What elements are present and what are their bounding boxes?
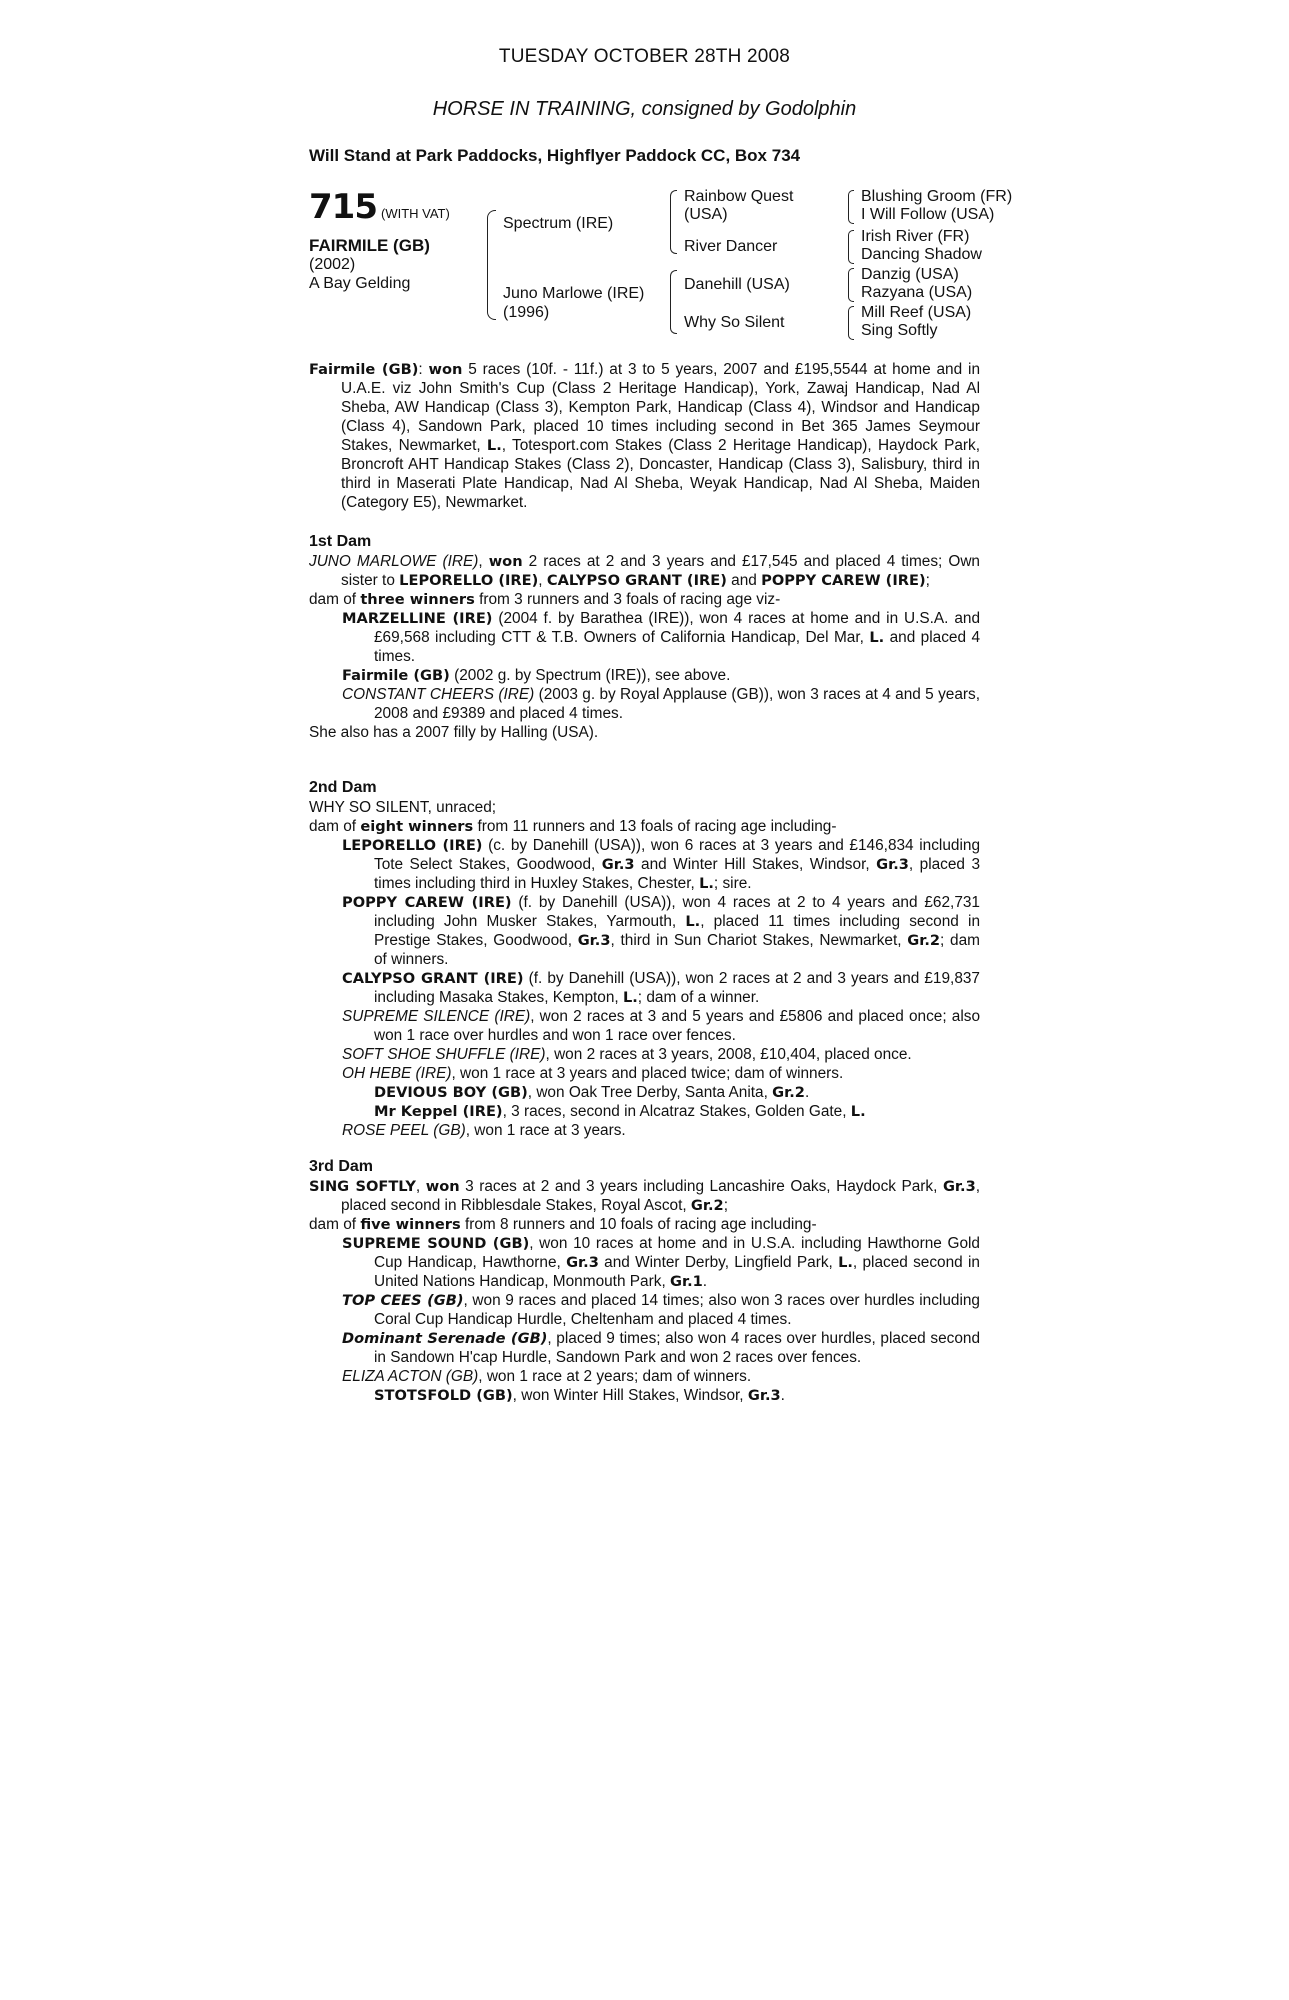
summary-paragraph: Fairmile (GB): won 5 races (10f. - 11f.) at 3 to 5 years, 2007 and £195,5544 at home and in U.A.E. viz John Smith's Cup (Class 2 Heritage Handicap), York, Zawaj Handicap, Nad Al Sheba, AW Handicap (Class 3), Kempton Park, Handicap (Class 4), Windsor and Handicap (Class 4), Sandown Park, placed 10 times including second in Bet 365 James Seymour Stakes, Newmarket, L., Totesport.com Stakes (Class 2 Heritage Handicap), Haydock Park, Broncroft AHT Handicap Stakes (Class 2), Doncaster, Handicap (Class 3), Salisbury, third in third in Maserati Plate Handicap, Nad Al Sheba, Weyak Handicap, Nad Al Sheba, Maiden (Category E5), Newmarket. bbox=[309, 361, 981, 511]
produce-entry bbox=[309, 1121, 980, 1140]
produce-entry bbox=[309, 1234, 980, 1291]
produce-text: , won Oak Tree Derby, Santa Anita, bbox=[527, 1084, 773, 1101]
pedigree-dam-sire: Danehill (USA) bbox=[684, 276, 790, 293]
pedigree-g3-6: Razyana (USA) bbox=[861, 284, 973, 301]
dam-line: SING SOFTLY, won 3 races at 2 and 3 years including Lancashire Oaks, Haydock Park, Gr.3, placed second in Ribblesdale Stakes, Royal Ascot, Gr.2; bbox=[309, 1178, 981, 1214]
produce-text: , placed second in United Nations Handicap, Monmouth Park, bbox=[374, 1254, 980, 1290]
produce-text: , placed 9 times; also won 4 races over hurdles, placed second in Sandown H'cap Hurdle, Sandown Park and won 2 races over fences. bbox=[374, 1330, 981, 1366]
produce-text: , won 9 races and placed 14 times; also won 3 races over hurdles including Coral Cup Handicap Hurdle, Cheltenham and placed 4 times. bbox=[374, 1292, 980, 1328]
section-heading: 1st Dam bbox=[309, 533, 372, 550]
produce-text: ; dam of a winner. bbox=[637, 989, 760, 1006]
produce-entry bbox=[309, 1291, 980, 1329]
produce-text: (c. by Danehill (USA)), won 6 races at 3 years and £146,834 including Tote Select Stakes, Goodwood, bbox=[374, 837, 980, 873]
group-marker: Gr.2 bbox=[907, 932, 941, 949]
pedigree-g3-3: Irish River (FR) bbox=[861, 228, 970, 245]
pedigree-brace bbox=[848, 190, 854, 224]
produce-name: CALYPSO GRANT (IRE) bbox=[342, 970, 524, 987]
pedigree-g3-8: Sing Softly bbox=[861, 322, 938, 339]
dam-text: , placed second in Ribblesdale Stakes, Royal Ascot, bbox=[341, 1178, 981, 1214]
pedigree-sire: Spectrum (IRE) bbox=[503, 215, 614, 232]
dam-of-line bbox=[309, 590, 980, 609]
won-label: won bbox=[428, 361, 463, 378]
dam-of-line bbox=[309, 1215, 980, 1234]
produce-text: . bbox=[804, 1084, 810, 1101]
produce-name: SUPREME SOUND (GB) bbox=[342, 1235, 530, 1252]
produce-entry bbox=[309, 666, 980, 685]
pedigree-sire-sire: Rainbow Quest bbox=[684, 188, 794, 205]
produce-text: , won Winter Hill Stakes, Windsor, bbox=[512, 1387, 748, 1404]
listed-marker: L. bbox=[838, 1254, 853, 1271]
sibling-name: POPPY CAREW (IRE) bbox=[761, 572, 926, 589]
dam-of-text: from 3 runners and 3 foals of racing age viz- bbox=[474, 591, 781, 608]
section-heading: 2nd Dam bbox=[309, 779, 377, 796]
lot-number-block bbox=[309, 187, 450, 227]
produce-entry bbox=[309, 893, 980, 969]
group-marker: Gr.2 bbox=[772, 1084, 805, 1101]
pedigree-sire-dam: River Dancer bbox=[684, 238, 778, 255]
pedigree-g3-5: Danzig (USA) bbox=[861, 266, 959, 283]
produce-text: (f. by Danehill (USA)), won 2 races at 2 and 3 years and £19,837 including Masaka Stakes, Kempton, bbox=[374, 970, 980, 1006]
produce-name: ELIZA ACTON (GB) bbox=[342, 1368, 479, 1385]
produce-name: Fairmile (GB) bbox=[342, 667, 450, 684]
pedigree-g3-1: Blushing Groom (FR) bbox=[861, 188, 1013, 205]
produce-name: OH HEBE (IRE) bbox=[342, 1065, 452, 1082]
pedigree-brace bbox=[848, 306, 854, 340]
produce-text: , won 2 races at 3 years, 2008, £10,404, placed once. bbox=[545, 1046, 912, 1063]
also-note: She also has a 2007 filly by Halling (USA). bbox=[309, 724, 599, 741]
winners-count: eight winners bbox=[360, 818, 474, 835]
listed-marker: L. bbox=[622, 989, 638, 1006]
produce-text: (2002 g. by Spectrum (IRE)), see above. bbox=[449, 667, 731, 684]
dam-name: SING SOFTLY bbox=[309, 1178, 416, 1195]
lot-number: 715 bbox=[309, 187, 377, 227]
group-marker: Gr.3 bbox=[601, 856, 635, 873]
won-label: won bbox=[425, 1178, 460, 1195]
produce-text: and Winter Hill Stakes, Windsor, bbox=[634, 856, 877, 873]
grand-produce-entry bbox=[309, 1386, 980, 1405]
group-marker: Gr.3 bbox=[577, 932, 611, 949]
produce-text: . bbox=[702, 1273, 708, 1290]
listed-marker: L. bbox=[850, 1103, 866, 1120]
summary-horse-name: Fairmile (GB) bbox=[309, 361, 419, 378]
listed-marker: L. bbox=[869, 629, 885, 646]
produce-name: STOTSFOLD (GB) bbox=[374, 1387, 513, 1404]
dam-of-text: from 11 runners and 13 foals of racing age including- bbox=[473, 818, 837, 835]
produce-name: SOFT SHOE SHUFFLE (IRE) bbox=[342, 1046, 546, 1063]
dam-text: ; bbox=[723, 1197, 728, 1214]
pedigree-g3-7: Mill Reef (USA) bbox=[861, 304, 972, 321]
first-dam-section bbox=[309, 532, 980, 742]
summary-text: 5 races (10f. - 11f.) at 3 to 5 years, 2007 and £195,5544 at home and in U.A.E. viz John Smith's Cup (Class 2 Heritage Handicap), York, Zawaj Handicap, Nad Al Sheba, AW Handicap (Class 3), Kempton Park, Handicap (Class 4), Windsor and Handicap (Class 4), Sandown Park, placed 10 times including second in Bet 365 James Seymour Stakes, Newmarket, bbox=[341, 361, 981, 454]
produce-name: CONSTANT CHEERS (IRE) bbox=[342, 686, 535, 703]
pedigree-dam: Juno Marlowe (IRE) bbox=[503, 285, 645, 302]
produce-text: , placed 3 times including third in Huxley Stakes, Chester, bbox=[374, 856, 981, 892]
produce-text: , 3 races, second in Alcatraz Stakes, Golden Gate, bbox=[502, 1103, 851, 1120]
dam-of-label: dam of bbox=[309, 818, 361, 835]
second-dam-section bbox=[309, 778, 980, 1140]
produce-text: , won 10 races at home and in U.S.A. including Hawthorne Gold Cup Handicap, Hawthorne, bbox=[374, 1235, 980, 1271]
produce-name: Mr Keppel (IRE) bbox=[374, 1103, 503, 1120]
pedigree-brace bbox=[670, 270, 677, 334]
produce-name: Dominant Serenade (GB) bbox=[342, 1330, 548, 1347]
race-summary bbox=[309, 360, 980, 512]
winners-count: five winners bbox=[360, 1216, 461, 1233]
group-marker: Gr.3 bbox=[942, 1178, 976, 1195]
produce-entry bbox=[309, 1007, 980, 1045]
produce-text: (2004 f. by Barathea (IRE)), won 4 races at home and in U.S.A. and £69,568 including CTT & T.B. Owners of California Handicap, Del Mar, bbox=[374, 610, 980, 646]
produce-text: (f. by Danehill (USA)), won 4 races at 2 to 4 years and £62,731 including John Musker Stakes, Yarmouth, bbox=[374, 894, 980, 930]
won-label: won bbox=[488, 553, 523, 570]
dam-of-text: from 8 runners and 10 foals of racing age including- bbox=[460, 1216, 817, 1233]
dam-text: 2 races at 2 and 3 years and £17,545 and placed 4 times; Own sister to bbox=[341, 553, 980, 589]
vat-note: (WITH VAT) bbox=[380, 206, 450, 221]
group-marker: Gr.3 bbox=[747, 1387, 781, 1404]
listed-marker: L. bbox=[486, 437, 502, 454]
pedigree-g3-4: Dancing Shadow bbox=[861, 246, 982, 263]
winners-count: three winners bbox=[360, 591, 475, 608]
listed-marker: L. bbox=[685, 913, 701, 930]
produce-entry bbox=[309, 685, 980, 723]
pedigree-g3-2: I Will Follow (USA) bbox=[861, 206, 995, 223]
dam-of-line bbox=[309, 817, 980, 836]
dam-line: WHY SO SILENT, unraced; bbox=[309, 799, 497, 816]
pedigree-sire-sire-suffix: (USA) bbox=[684, 206, 728, 223]
separator: ; bbox=[925, 572, 930, 589]
sibling-name: LEPORELLO (IRE) bbox=[399, 572, 539, 589]
produce-entry bbox=[309, 1329, 980, 1367]
separator: , bbox=[538, 572, 547, 589]
produce-text: ; dam of winners. bbox=[374, 932, 980, 968]
horse-description: A Bay Gelding bbox=[309, 275, 411, 292]
group-marker: Gr.3 bbox=[876, 856, 909, 873]
produce-name: SUPREME SILENCE (IRE) bbox=[342, 1008, 531, 1025]
summary-text-2: , Totesport.com Stakes (Class 2 Heritage Handicap), Haydock Park, Broncroft AHT Handicap Stakes (Class 2), Doncaster, Handicap (Class 3), Salisbury, third in third in Maserati Plate Handicap, Nad Al Sheba, Weyak Handicap, Nad Al Sheba, Maiden (Category E5), Newmarket. bbox=[341, 437, 980, 511]
pedigree-brace bbox=[670, 190, 677, 254]
horse-name: FAIRMILE (GB) bbox=[309, 236, 430, 255]
stand-location: Will Stand at Park Paddocks, Highflyer Paddock CC, Box 734 bbox=[309, 146, 801, 165]
produce-entry bbox=[309, 1064, 980, 1083]
pedigree-brace bbox=[848, 230, 854, 264]
section-heading: 3rd Dam bbox=[309, 1158, 374, 1175]
grand-produce-entry bbox=[309, 1083, 980, 1102]
produce-text: and Winter Derby, Lingfield Park, bbox=[598, 1254, 839, 1271]
pedigree-brace bbox=[487, 210, 496, 320]
third-dam-section bbox=[309, 1157, 980, 1405]
dam-of-label: dam of bbox=[309, 591, 361, 608]
produce-name: ROSE PEEL (GB) bbox=[342, 1122, 466, 1139]
produce-text: ; sire. bbox=[713, 875, 752, 892]
pedigree-brace bbox=[848, 268, 854, 302]
dam-text: 3 races at 2 and 3 years including Lancashire Oaks, Haydock Park, bbox=[459, 1178, 943, 1195]
group-marker: Gr.3 bbox=[566, 1254, 599, 1271]
sale-date: TUESDAY OCTOBER 28TH 2008 bbox=[498, 46, 791, 67]
group-marker: Gr.2 bbox=[690, 1197, 724, 1214]
produce-entry bbox=[309, 1367, 980, 1386]
produce-entry bbox=[309, 836, 980, 893]
dam-name: JUNO MARLOWE (IRE) bbox=[309, 553, 479, 570]
produce-text: , won 1 race at 2 years; dam of winners. bbox=[478, 1368, 752, 1385]
produce-text: , won 1 race at 3 years and placed twice; dam of winners. bbox=[451, 1065, 844, 1082]
produce-name: POPPY CAREW (IRE) bbox=[342, 894, 512, 911]
produce-text: , won 1 race at 3 years. bbox=[465, 1122, 626, 1139]
produce-text: , won 2 races at 3 and 5 years and £5806 and placed once; also won 1 race over hurdles and won 1 race over fences. bbox=[374, 1008, 980, 1044]
produce-text: (2003 g. by Royal Applause (GB)), won 3 races at 4 and 5 years, 2008 and £9389 and placed 4 times. bbox=[374, 686, 980, 722]
pedigree-dam-year: (1996) bbox=[503, 304, 550, 321]
dam-line: JUNO MARLOWE (IRE), won 2 races at 2 and 3 years and £17,545 and placed 4 times; Own sister to LEPORELLO (IRE), CALYPSO GRANT (IRE) and POPPY CAREW (IRE); bbox=[309, 553, 980, 589]
separator: and bbox=[726, 572, 762, 589]
sibling-name: CALYPSO GRANT (IRE) bbox=[546, 572, 727, 589]
produce-text: and placed 4 times. bbox=[374, 629, 980, 665]
produce-name: DEVIOUS BOY (GB) bbox=[374, 1084, 528, 1101]
listed-marker: L. bbox=[699, 875, 714, 892]
horse-year: (2002) bbox=[309, 256, 356, 273]
dam-of-label: dam of bbox=[309, 1216, 361, 1233]
produce-text: , third in Sun Chariot Stakes, Newmarket, bbox=[610, 932, 908, 949]
produce-entry bbox=[309, 1045, 980, 1064]
consignment-line: HORSE IN TRAINING, consigned by Godolphin bbox=[432, 98, 857, 120]
produce-name: MARZELLINE (IRE) bbox=[342, 610, 493, 627]
grand-produce-entry bbox=[309, 1102, 980, 1121]
pedigree-dam-dam: Why So Silent bbox=[684, 314, 785, 331]
produce-text: . bbox=[780, 1387, 785, 1404]
produce-text: , placed 11 times including second in Prestige Stakes, Goodwood, bbox=[374, 913, 981, 949]
produce-name: LEPORELLO (IRE) bbox=[342, 837, 483, 854]
produce-entry bbox=[309, 969, 980, 1007]
produce-entry bbox=[309, 609, 980, 666]
group-marker: Gr.1 bbox=[670, 1273, 703, 1290]
produce-name: TOP CEES (GB) bbox=[342, 1292, 464, 1309]
